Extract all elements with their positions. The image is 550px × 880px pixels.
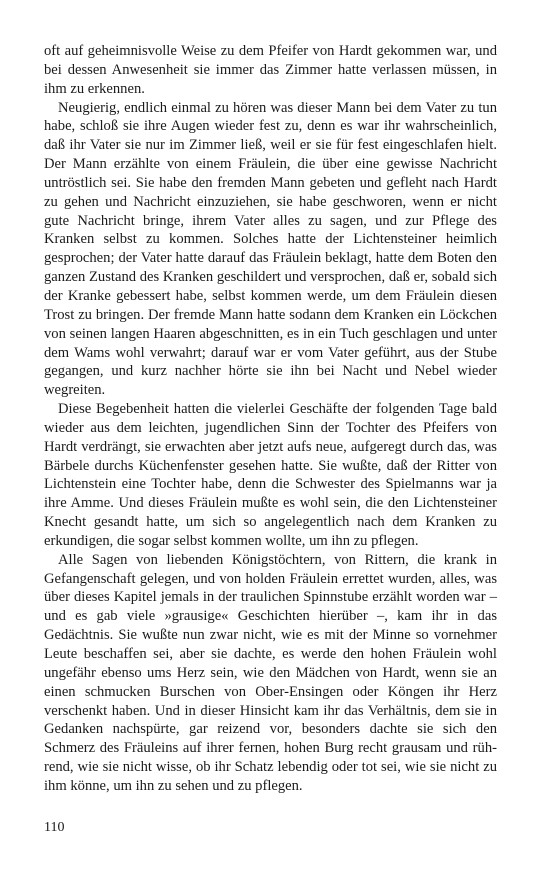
paragraph-4: Alle Sagen von liebenden Königstöchtern, von Rittern, die krank in Gefangenschaft gelegen, und von holden Fräulein errettet wurden, alles, was über dieses Kapitel jemals in der traulichen Spinnstube erzählt worden war – und es gab viele »grausige« Geschichten hierüber –, kam ihr in das Gedächtnis. Sie wußte nun zwar nicht, wie es mit der Minne so vornehmer Leute beschaffen sei, aber sie dachte, es werde den hohen Fräulein wohl ungefähr ebenso ums Herz sein, wie den Mädchen von Hardt, wenn sie an einen schmucken Burschen von Ober-Ensingen oder Köngen ihr Herz verschenkt haben. Und in dieser Hinsicht kam ihr das Verhältnis, dem sie in Gedanken nachspürte, gar reizend vor, besonders dachte sie sich den Schmerz des Fräuleins auf ihrer fernen, hohen Burg recht grausam und rührend, wie sie nicht wisse, ob ihr Schatz lebendig oder tot sei, wie sie nicht zu ihm könne, um ihn zu sehen und zu pflegen. [44, 551, 497, 794]
paragraph-1: oft auf geheimnisvolle Weise zu dem Pfeifer von Hardt gekommen war, und bei dessen Anwesenheit sie immer das Zimmer hatte verlassen müssen, in ihm zu erkennen. [44, 43, 497, 97]
page-text-block [44, 42, 497, 796]
paragraph-2: Neugierig, endlich einmal zu hören was dieser Mann bei dem Vater zu tun habe, schloß sie ihre Augen wieder fest zu, denn es war ihr wahrscheinlich, daß ihr Vater sie nur im Zimmer ließ, weil er sie für fest eingeschlafen hielt. Der Mann erzählte von einem Fräulein, die über eine gewisse Nachricht untröstlich sei. Sie habe den fremden Mann gebeten und gefleht nach Hardt zu gehen und Nachricht einzuziehen, sie habe geschworen, wenn er nicht gute Nachricht bringe, ihrem Vater alles zu sagen, und zur Pflege des Kranken selbst zu kommen. Solches hatte der Lichtensteiner heimlich gesprochen; der Vater hatte darauf das Fräulein beklagt, hatte dem Boten den ganzen Zustand des Kranken geschildert und versprochen, daß er, sobald sich der Kranke gebessert habe, selbst kommen werde, um dem Fräulein diesen Trost zu bringen. Der fremde Mann hatte sodann dem Kranken ein Löckchen von seinen langen Haaren abgeschnitten, es in ein Tuch geschlagen und unter dem Wams wohl verwahrt; darauf war er vom Vater geführt, aus der Stube gegangen, und kurz nachher hörte sie ihn bei Nacht und Nebel wieder wegreiten. [44, 99, 497, 399]
page-number: 110 [44, 820, 65, 835]
paragraph-3: Diese Begebenheit hatten die vielerlei Geschäfte der folgenden Tage bald wieder aus dem leichten, jugendlichen Sinn der Tochter des Pfeifers von Hardt verdrängt, sie erwachten aber jetzt aufs neue, aufgeregt durch das, was Bärbele durchs Küchenfenster gesehen hatte. Sie wußte, daß der Ritter von Lichtenstein eine Tochter habe, denn die Schwester des Spielmanns war ja ihre Amme. Und dieses Fräulein mußte es wohl sein, die den Lichtensteiner Knecht gesandt hatte, um sich so angelegentlich nach dem Kranken zu erkundigen, die sogar selbst kommen wollte, um ihn zu pflegen. [44, 401, 497, 549]
